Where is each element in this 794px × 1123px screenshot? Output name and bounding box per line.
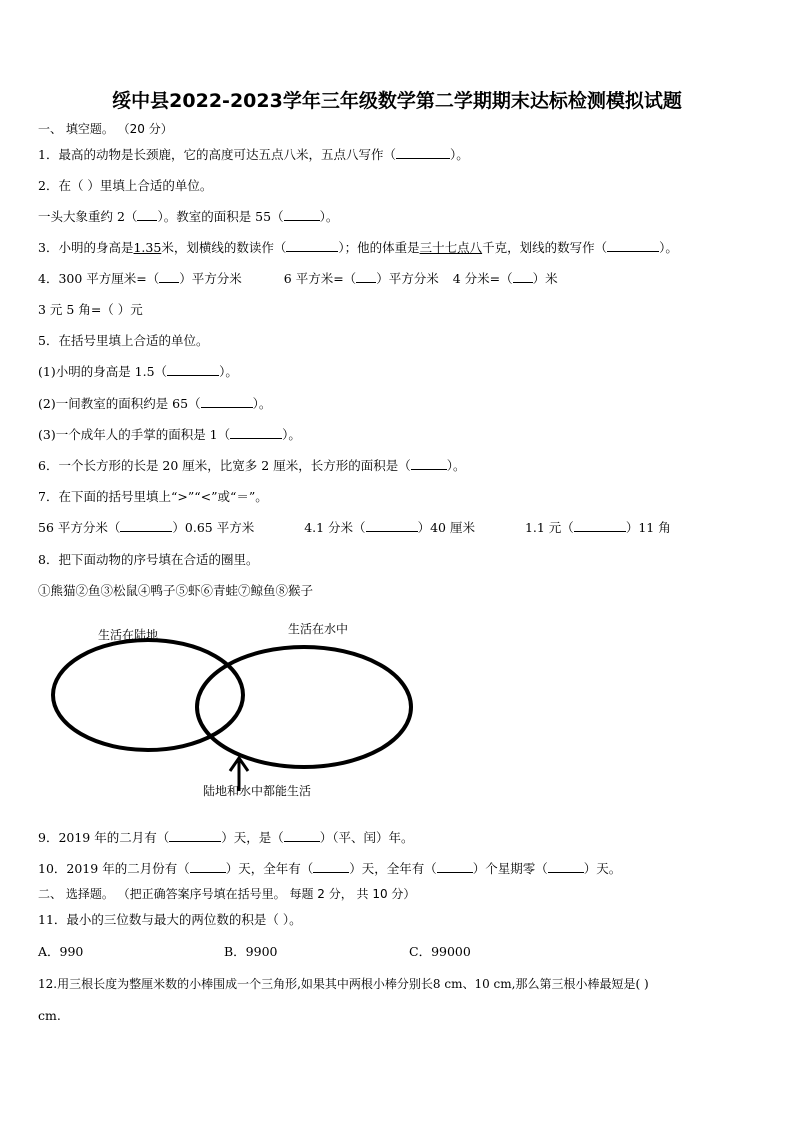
question-4-sub: 3 元 5 角=（ ）元 (38, 302, 143, 317)
question-text: (2)一间教室的面积约是 65（ (38, 396, 201, 411)
question-text: ）；他的体重是 (338, 240, 420, 255)
question-1 (38, 146, 469, 164)
answer-blank[interactable] (548, 860, 584, 873)
answer-blank[interactable] (159, 270, 179, 283)
question-text: 一头大象重约 2（ (38, 209, 138, 224)
answer-blank[interactable] (169, 829, 221, 842)
question-6 (38, 457, 465, 475)
venn-label-both: 陆地和水中都能生活 (203, 784, 312, 798)
answer-blank[interactable] (284, 829, 320, 842)
question-2-sub (38, 208, 338, 226)
answer-blank[interactable] (284, 208, 320, 221)
question-text: (1)小明的身高是 1.5（ (38, 364, 168, 379)
question-text: 千克，划线的数写作（ (482, 240, 608, 255)
question-text: ）。 (319, 209, 339, 224)
question-text: 1．最高的动物是长颈鹿，它的高度可达五点八米，五点八写作（ (38, 147, 396, 162)
answer-blank[interactable] (167, 363, 219, 376)
answer-blank[interactable] (513, 270, 533, 283)
question-text: ）（平、闰）年。 (319, 830, 414, 845)
question-4 (38, 270, 558, 288)
question-7-items (38, 519, 671, 537)
question-text: 9．2019 年的二月有（ (38, 830, 170, 845)
answer-blank[interactable] (356, 270, 376, 283)
question-text: ）11 角 (625, 520, 671, 535)
question-text: ）。 (252, 396, 272, 411)
question-text: ）天，全年有（ (225, 861, 314, 876)
question-text: 4.1 分米（ (304, 520, 366, 535)
option-b[interactable]: B．9900 (224, 944, 278, 959)
animal-list: ①熊猫②鱼③松鼠④鸭子⑤虾⑥青蛙⑦鲸鱼⑧猴子 (38, 583, 314, 598)
question-text: ）。 (282, 427, 301, 442)
question-text: 米，划横线的数读作（ (161, 240, 287, 255)
question-12-unit: cm. (38, 1008, 61, 1023)
answer-blank[interactable] (411, 457, 447, 470)
question-text: 6．一个长方形的长是 20 厘米，比宽多 2 厘米，长方形的面积是（ (38, 458, 411, 473)
question-text: 4．300 平方厘米=（ (38, 271, 160, 286)
question-text: ）。教室的面积是 55（ (157, 209, 284, 224)
question-3 (38, 239, 678, 257)
question-7: 7．在下面的括号里填上“>”“<”或“＝”。 (38, 489, 268, 504)
question-text: ）米 (532, 271, 558, 286)
answer-blank[interactable] (190, 860, 226, 873)
option-c[interactable]: C．99000 (409, 944, 471, 959)
question-text: ）。 (446, 458, 466, 473)
section-heading-fill-in: 一、 填空题。 （20 分） (38, 122, 173, 136)
question-9 (38, 829, 414, 847)
venn-diagram (40, 615, 430, 805)
answer-blank[interactable] (574, 519, 626, 532)
venn-label-water: 生活在水中 (288, 622, 349, 636)
question-2: 2．在（ ）里填上合适的单位。 (38, 178, 213, 193)
answer-blank[interactable] (366, 519, 418, 532)
venn-label-land: 生活在陆地 (98, 628, 159, 642)
question-12: 12.用三根长度为整厘米数的小棒围成一个三角形,如果其中两根小棒分别长8 cm、10 cm,那么第三根小棒最短是( ) (38, 977, 649, 991)
question-text: ）。 (449, 147, 469, 162)
underlined-number: 三十七点八 (419, 240, 483, 255)
answer-blank[interactable] (396, 146, 450, 159)
answer-blank[interactable] (137, 208, 157, 221)
water-circle (197, 647, 411, 767)
answer-blank[interactable] (437, 860, 473, 873)
question-text: 4 分米=（ (452, 271, 513, 286)
question-11-options (38, 943, 471, 961)
answer-blank[interactable] (313, 860, 349, 873)
question-text: 10．2019 年的二月份有（ (38, 861, 190, 876)
question-text: ）天。 (583, 861, 622, 876)
question-10 (38, 860, 621, 878)
question-text: ）天，是（ (221, 830, 284, 845)
question-text: ）平方分米 (376, 271, 439, 286)
question-5-3 (38, 426, 301, 444)
question-text: 1.1 元（ (524, 520, 574, 535)
answer-blank[interactable] (607, 239, 659, 252)
underlined-number: 1.35 (133, 240, 162, 255)
question-text: ）。 (659, 240, 678, 255)
question-text: ）平方分米 (179, 271, 242, 286)
question-text: 56 平方分米（ (38, 520, 121, 535)
section-heading-multiple-choice: 二、 选择题。 （把正确答案序号填在括号里。 每题 2 分， 共 10 分） (38, 887, 416, 901)
option-a[interactable]: A．990 (38, 944, 84, 959)
question-text: 6 平方米=（ (283, 271, 357, 286)
question-5: 5．在括号里填上合适的单位。 (38, 333, 209, 348)
page-title: 绥中县2022-2023学年三年级数学第二学期期末达标检测模拟试题 (112, 90, 682, 112)
question-text: ）。 (219, 364, 238, 379)
answer-blank[interactable] (286, 239, 338, 252)
question-text: 3．小明的身高是 (38, 240, 134, 255)
question-text: (3)一个成年人的手掌的面积是 1（ (38, 427, 231, 442)
answer-blank[interactable] (120, 519, 172, 532)
question-text: ）0.65 平方米 (172, 520, 255, 535)
answer-blank[interactable] (201, 395, 253, 408)
question-text: ）天，全年有（ (349, 861, 437, 876)
question-5-2 (38, 395, 271, 413)
question-text: ）40 厘米 (417, 520, 475, 535)
question-text: ）个星期零（ (472, 861, 548, 876)
question-5-1 (38, 363, 238, 381)
land-circle (53, 640, 243, 750)
question-8: 8．把下面动物的序号填在合适的圈里。 (38, 552, 259, 567)
question-11: 11．最小的三位数与最大的两位数的积是（ ）。 (38, 912, 302, 927)
answer-blank[interactable] (230, 426, 282, 439)
